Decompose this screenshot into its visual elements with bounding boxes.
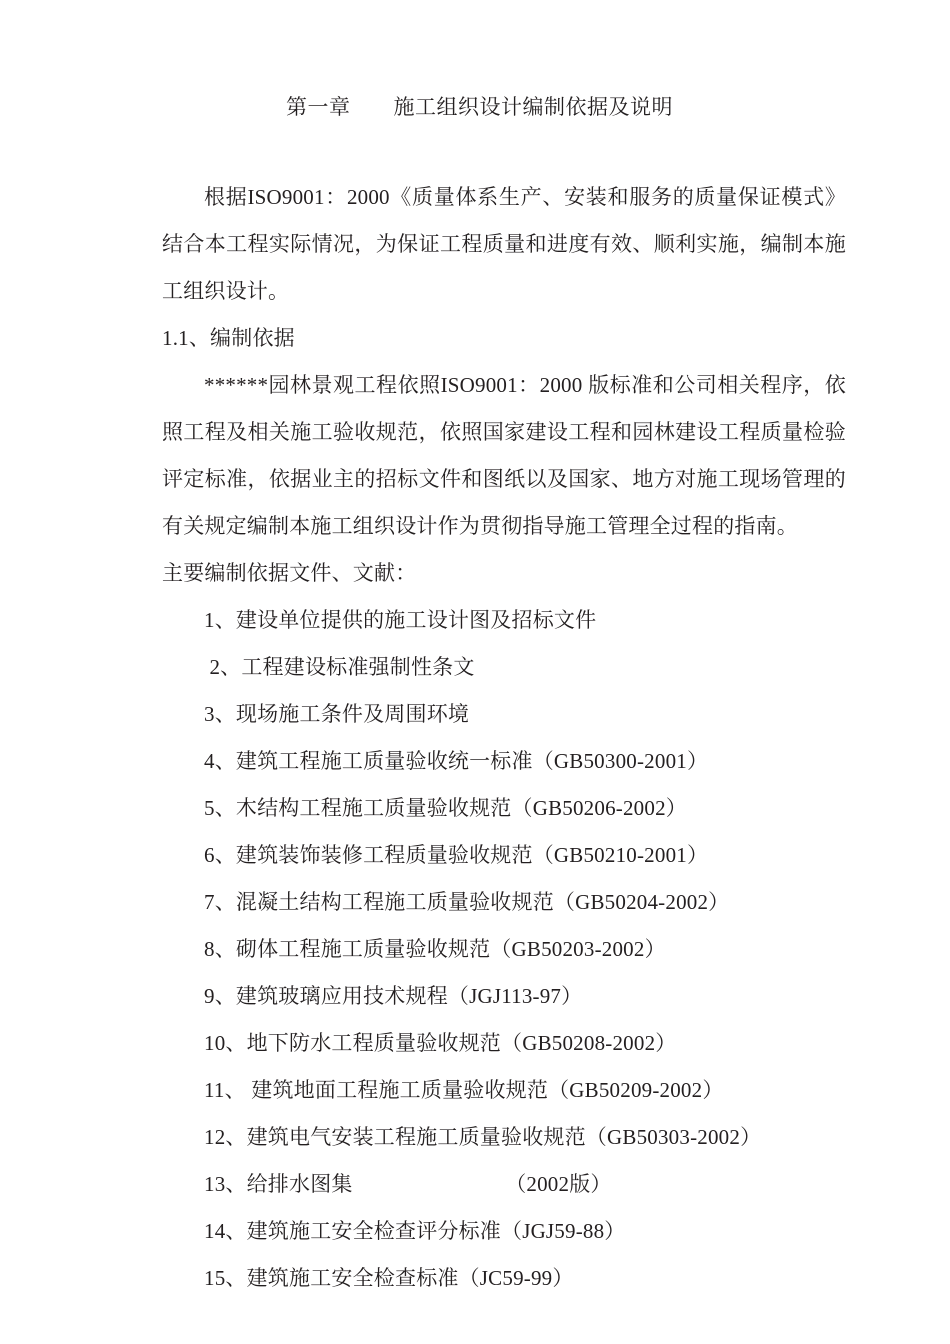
list-item: 11、 建筑地面工程施工质量验收规范（GB50209-2002） (204, 1078, 724, 1102)
list-heading: 主要编制依据文件、文献： (162, 561, 417, 585)
list-item: 4、建筑工程施工质量验收统一标准（GB50300-2001） (204, 749, 709, 773)
page-title: 第一章 施工组织设计编制依据及说明 (286, 95, 673, 119)
list-item: 15、建筑施工安全检查标准（JC59-99） (204, 1266, 574, 1290)
title-body-spacer (162, 122, 846, 174)
list-item: 14、建筑施工安全检查评分标准（JGJ59-88） (204, 1219, 626, 1243)
list-item: 1、建设单位提供的施工设计图及招标文件 (204, 608, 597, 632)
list-item: 10、地下防水工程质量验收规范（GB50208-2002） (204, 1031, 677, 1055)
intro-paragraph: 根据ISO9001：2000《质量体系生产、安装和服务的质量保证模式》结合本工程实际情况，为保证工程质量和进度有效、顺利实施，编制本施工组织设计。 (162, 185, 846, 303)
list-item: 6、建筑装饰装修工程质量验收规范（GB50210-2001） (204, 843, 709, 867)
list-item: 9、建筑玻璃应用技术规程（JGJ113-97） (204, 984, 583, 1008)
document-content (162, 0, 846, 1302)
list-item: 8、砌体工程施工质量验收规范（GB50203-2002） (204, 937, 666, 961)
section-heading-1-1: 1.1、编制依据 (162, 326, 295, 350)
reference-list (162, 597, 846, 1302)
list-item: 2、工程建设标准强制性条文 (204, 655, 475, 679)
list-item: 12、建筑电气安装工程施工质量验收规范（GB50303-2002） (204, 1125, 762, 1149)
body-paragraph: ******园林景观工程依照ISO9001：2000 版标准和公司相关程序，依照工程及相关施工验收规范，依照国家建设工程和园林建设工程质量检验评定标准，依据业主的招标文件和图纸以及国家、地方对施工现场管理的有关规定编制本施工组织设计作为贯彻指导施工管理全过程的指南。 (162, 373, 846, 538)
list-item: 5、木结构工程施工质量验收规范（GB50206-2002） (204, 796, 687, 820)
list-item: 3、现场施工条件及周围环境 (204, 702, 470, 726)
list-item: 13、给排水图集 （2002版） (204, 1172, 612, 1196)
list-item: 7、混凝土结构工程施工质量验收规范（GB50204-2002） (204, 890, 730, 914)
